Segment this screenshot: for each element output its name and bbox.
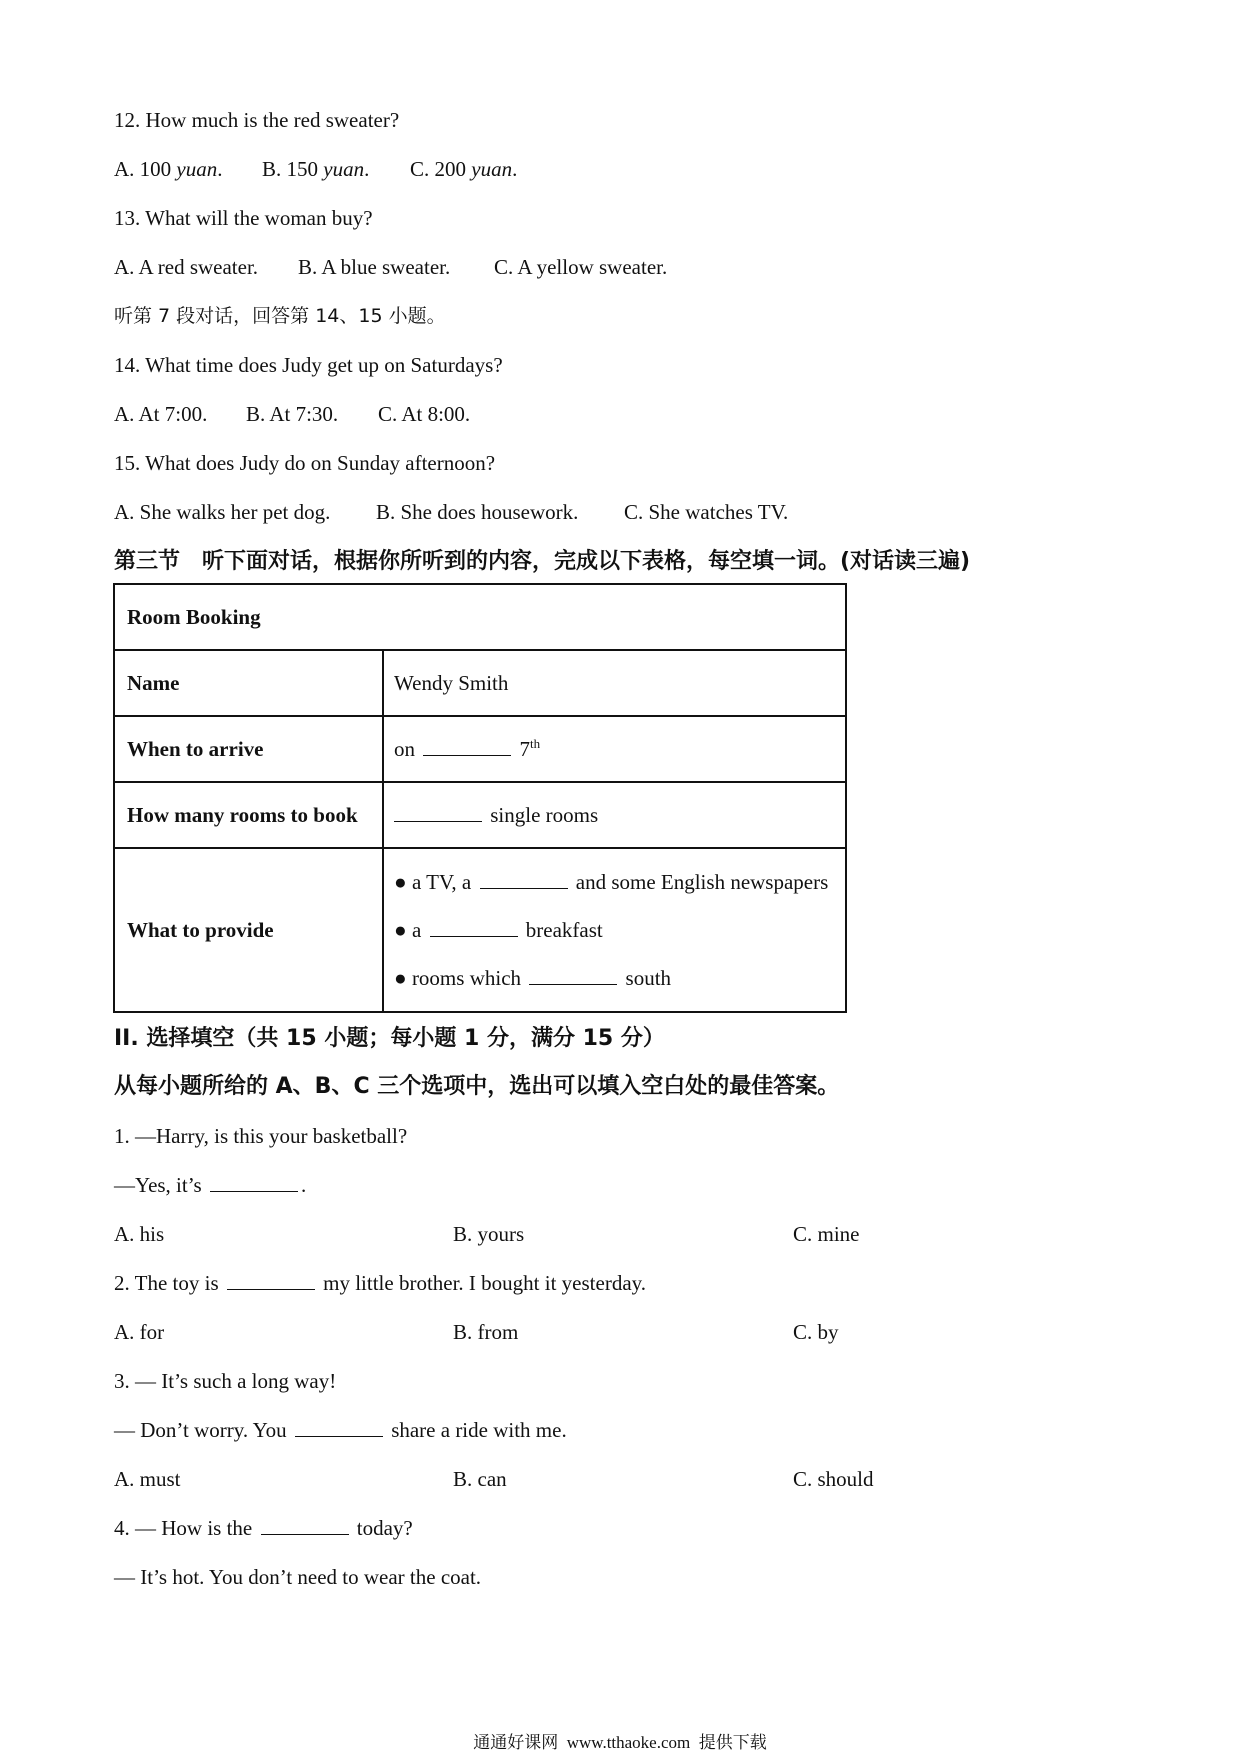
part-2-heading: II. 选择填空（共 15 小题；每小题 1 分，满分 15 分） [114,1026,665,1051]
answer-blank[interactable] [480,870,568,889]
answer-blank[interactable] [227,1271,315,1290]
provide-label: What to provide [114,848,383,1012]
provide-item: ● a TV, a and some English newspapers [394,870,829,894]
section-3-heading: 第三节 听下面对话，根据你所听到的内容，完成以下表格，每空填一词。(对话读三遍) [114,549,971,574]
mc-question-2: 2. The toy is my little brother. I bought it yesterday. [114,1271,647,1295]
mc2-option-a: A. for [114,1320,165,1344]
rooms-label: How many rooms to book [114,782,383,848]
footer-note: 提供下载 [698,1733,767,1753]
answer-blank[interactable] [261,1516,349,1535]
footer-brand: 通通好课网 [473,1733,559,1753]
mc-question-1: 1. —Harry, is this your basketball? [114,1124,408,1148]
q13-option-a: A. A red sweater. [114,255,259,279]
question-13: 13. What will the woman buy? [114,206,373,230]
q15-option-a: A. She walks her pet dog. [114,500,331,524]
question-12: 12. How much is the red sweater? [114,108,400,132]
mc1-option-c: C. mine [793,1222,860,1246]
q13-option-b: B. A blue sweater. [298,255,451,279]
rooms-value: single rooms [383,782,846,848]
answer-blank[interactable] [423,737,511,756]
q12-option-b: B. 150 yuan. [262,157,370,181]
mc2-option-b: B. from [453,1320,519,1344]
arrive-label: When to arrive [114,716,383,782]
provide-item: ● rooms which south [394,966,672,990]
q15-option-b: B. She does housework. [376,500,579,524]
mc1-option-b: B. yours [453,1222,525,1246]
q12-option-c: C. 200 yuan. [410,157,518,181]
answer-blank[interactable] [529,966,617,985]
answer-blank[interactable] [210,1173,298,1192]
mc1-option-a: A. his [114,1222,165,1246]
q14-option-c: C. At 8:00. [378,402,471,426]
name-label: Name [114,650,383,716]
provide-item: ● a breakfast [394,918,603,942]
answer-blank[interactable] [295,1418,383,1437]
mc-question-3-answer: — Don’t worry. You share a ride with me. [114,1418,567,1442]
part-2-instruction: 从每小题所给的 A、B、C 三个选项中，选出可以填入空白处的最佳答案。 [114,1074,840,1099]
q14-option-a: A. At 7:00. [114,402,208,426]
arrive-value: on 7th [383,716,846,782]
mc2-option-c: C. by [793,1320,839,1344]
q12-option-a: A. 100 yuan. [114,157,223,181]
q14-option-b: B. At 7:30. [246,402,339,426]
mc-question-4: 4. — How is the today? [114,1516,413,1540]
q15-option-c: C. She watches TV. [624,500,789,524]
provide-list [383,848,846,1012]
q13-option-c: C. A yellow sweater. [494,255,668,279]
room-booking-table [113,583,847,1013]
mc3-option-c: C. should [793,1467,874,1491]
question-14: 14. What time does Judy get up on Saturdays? [114,353,503,377]
page-footer [0,1733,1240,1753]
mc3-option-a: A. must [114,1467,181,1491]
mc-question-1-answer: —Yes, it’s . [114,1173,307,1197]
mc-question-3: 3. — It’s such a long way! [114,1369,337,1393]
footer-site-link[interactable]: www.tthaoke.com [566,1733,691,1752]
name-value: Wendy Smith [383,650,846,716]
answer-blank[interactable] [430,918,518,937]
question-15: 15. What does Judy do on Sunday afternoon? [114,451,496,475]
dialog-7-instruction: 听第 7 段对话，回答第 14、15 小题。 [114,305,446,327]
mc-question-4-answer: — It’s hot. You don’t need to wear the coat. [114,1565,482,1589]
answer-blank[interactable] [394,803,482,822]
table-title: Room Booking [114,584,846,650]
mc3-option-b: B. can [453,1467,507,1491]
